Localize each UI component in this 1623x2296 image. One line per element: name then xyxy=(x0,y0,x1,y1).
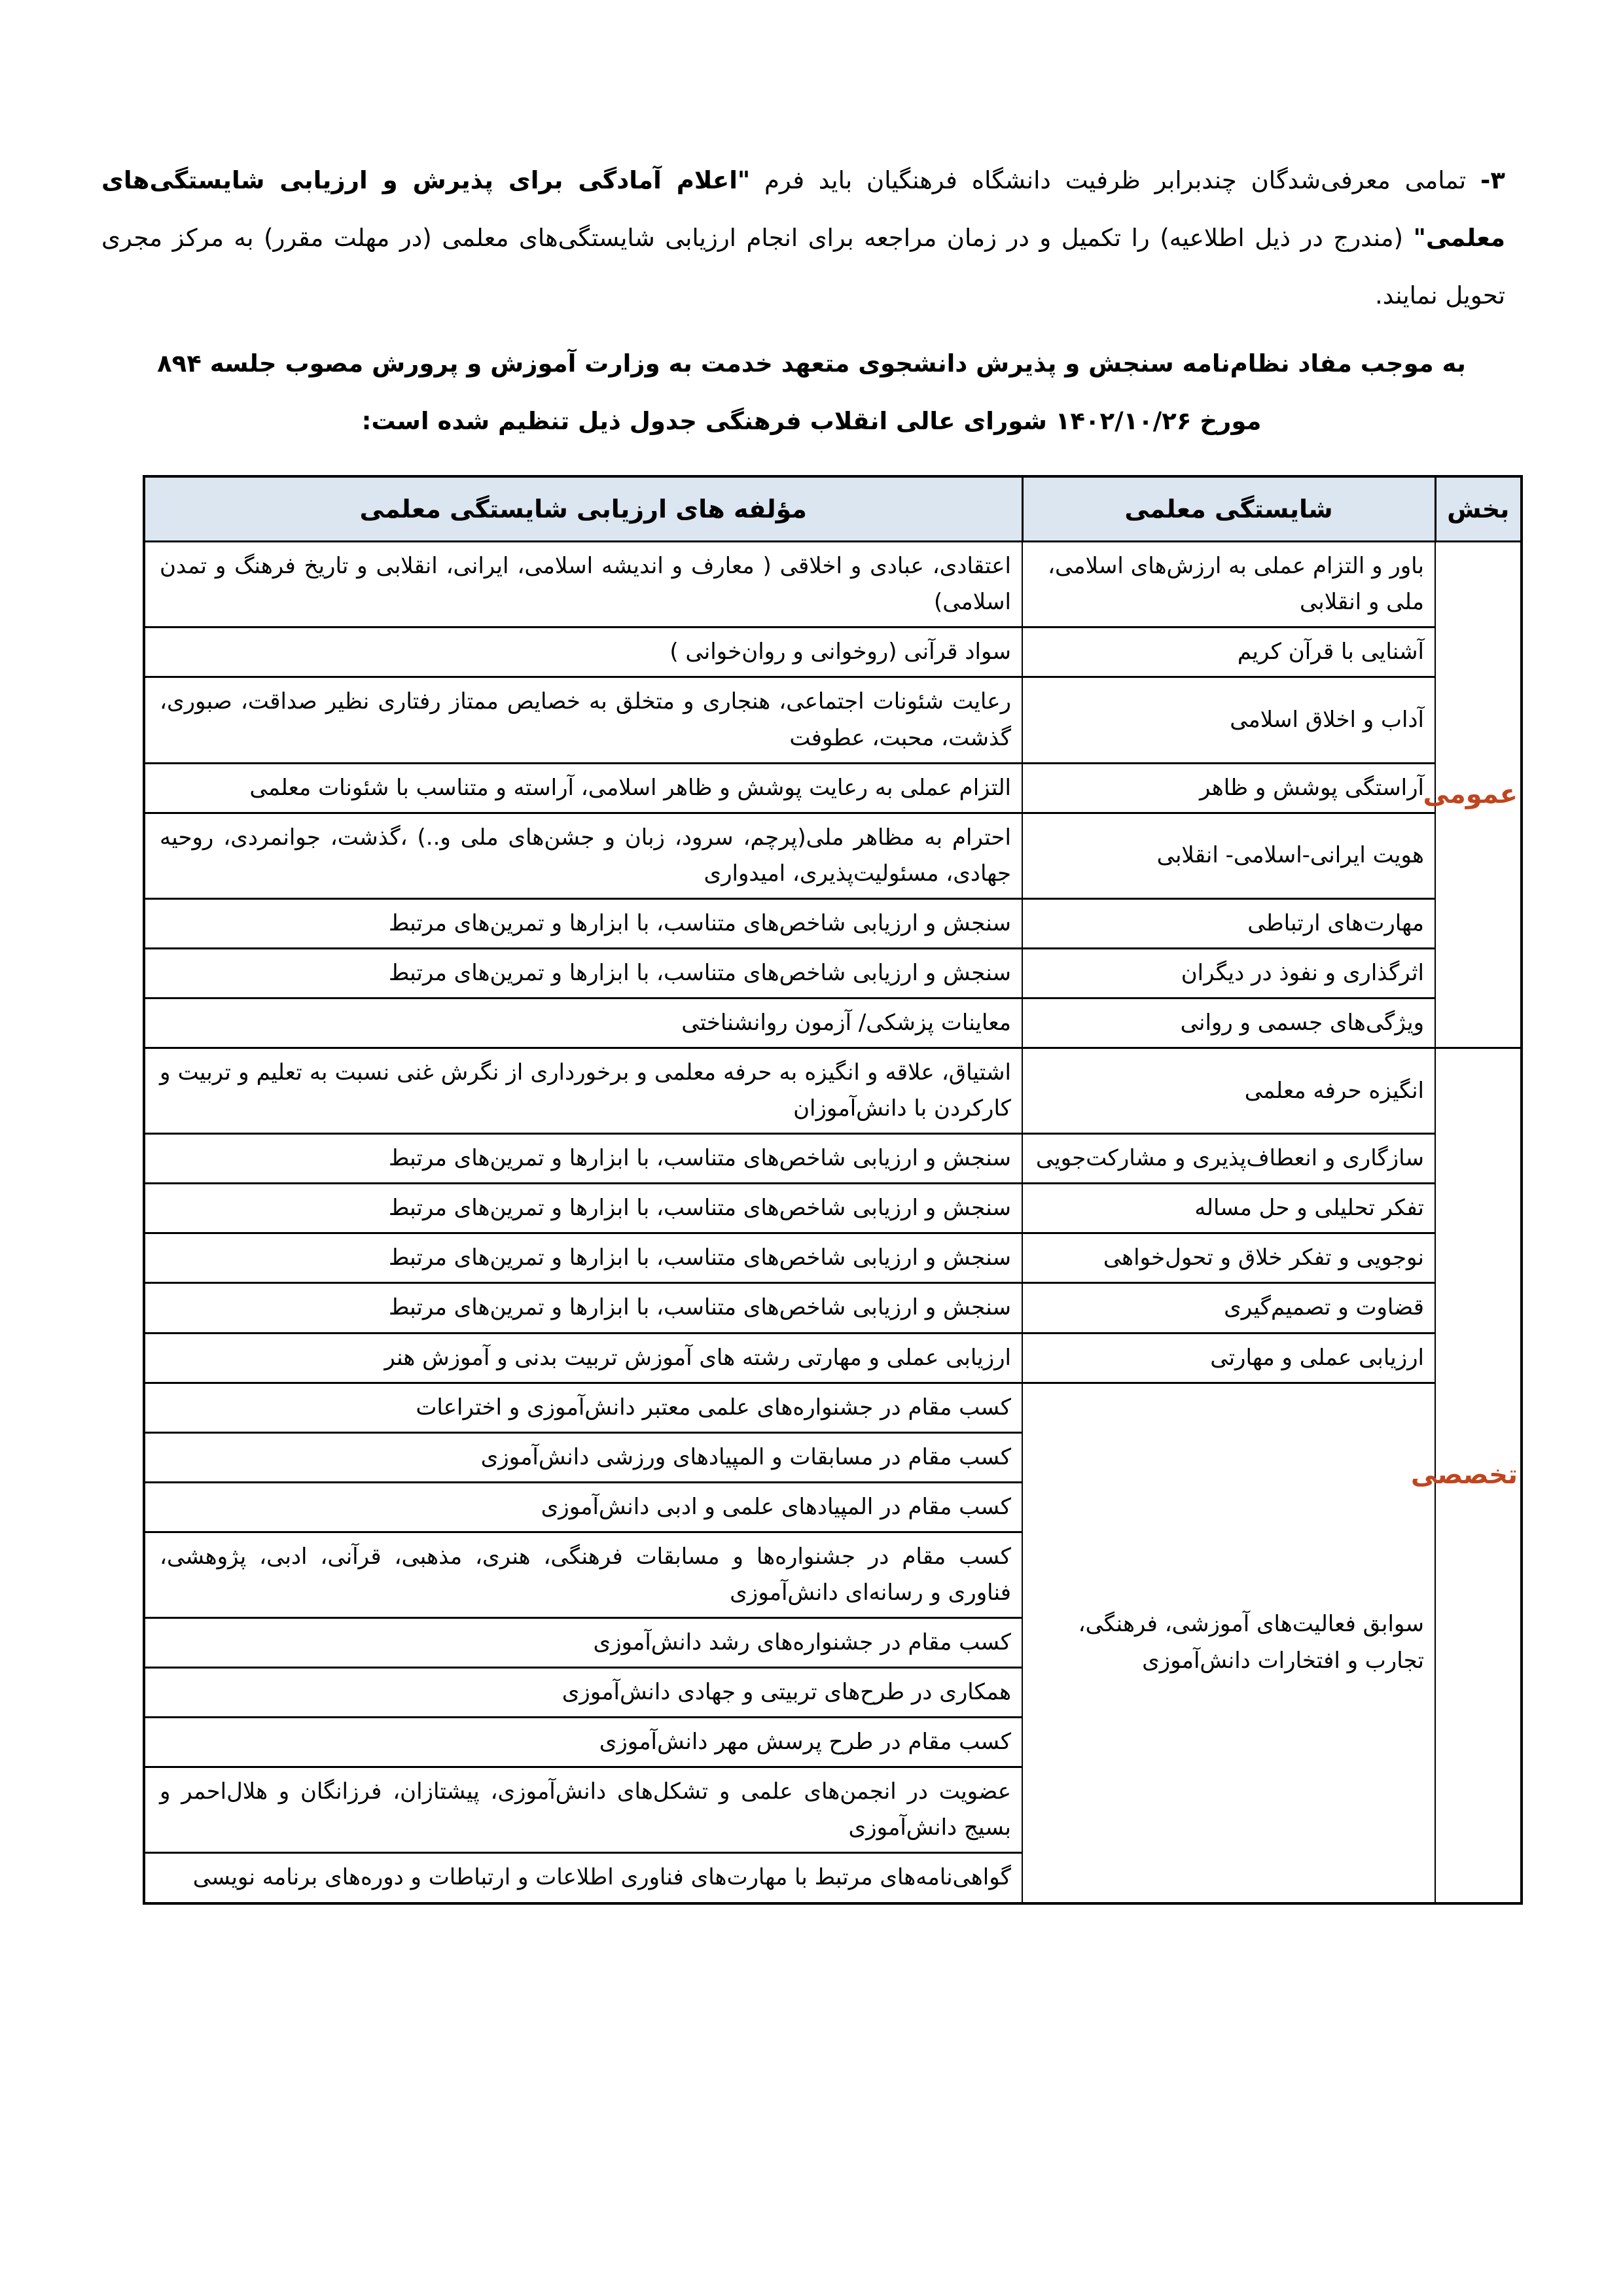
component-cell: سنجش و ارزیابی شاخص‌های متناسب، با ابزارها و تمرین‌های مرتبط xyxy=(144,1134,1022,1184)
table-row xyxy=(144,1383,1522,1432)
table-row xyxy=(144,1134,1522,1184)
component-cell: اعتقادی، عبادی و اخلاقی ( معارف و اندیشه اسلامی، ایرانی، انقلابی و تاریخ فرهنگ و تمدن اسلامی) xyxy=(144,542,1022,627)
competency-cell: نوجویی و تفکر خلاق و تحول‌خواهی xyxy=(1022,1233,1435,1283)
component-cell: همکاری در طرح‌های تربیتی و جهادی دانش‌آموزی xyxy=(144,1668,1022,1718)
regulation-paragraph: به موجب مفاد نظام‌نامه سنجش و پذیرش دانشجوی متعهد خدمت به وزارت آموزش و پرورش مصوب جلسه ۸۹۴ مورخ ۱۴۰۲/۱۰/۲۶ شورای عالی انقلاب فرهنگی جدول ذیل تنظیم شده است: xyxy=(157,349,1466,436)
component-cell: سنجش و ارزیابی شاخص‌های متناسب، با ابزارها و تمرین‌های مرتبط xyxy=(144,948,1022,998)
table-row xyxy=(144,627,1522,677)
component-cell: سنجش و ارزیابی شاخص‌های متناسب، با ابزارها و تمرین‌های مرتبط xyxy=(144,1283,1022,1333)
table-row xyxy=(144,813,1522,898)
table-row xyxy=(144,1233,1522,1283)
competency-table-body xyxy=(144,542,1522,1903)
component-cell: کسب مقام در جشنواره‌های علمی معتبر دانش‌آموزی و اختراعات xyxy=(144,1383,1022,1432)
paragraph-text-before: تمامی معرفی‌شدگان چندبرابر ظرفیت دانشگاه فرهنگیان باید فرم xyxy=(750,166,1481,194)
competency-cell: انگیزه حرفه معلمی xyxy=(1022,1048,1435,1134)
table-row xyxy=(144,677,1522,763)
header-competency: شایستگی معلمی xyxy=(1022,476,1435,542)
competency-cell: هویت ایرانی-اسلامی- انقلابی xyxy=(1022,813,1435,898)
component-cell: گواهی‌نامه‌های مرتبط با مهارت‌های فناوری اطلاعات و ارتباطات و دوره‌های برنامه نویسی xyxy=(144,1853,1022,1903)
competency-cell: آشنایی با قرآن کریم xyxy=(1022,627,1435,677)
component-cell: کسب مقام در طرح پرسش مهر دانش‌آموزی xyxy=(144,1718,1022,1767)
table-row xyxy=(144,1333,1522,1383)
competency-cell: ویژگی‌های جسمی و روانی xyxy=(1022,998,1435,1048)
component-cell: سنجش و ارزیابی شاخص‌های متناسب، با ابزارها و تمرین‌های مرتبط xyxy=(144,898,1022,948)
component-cell: احترام به مظاهر ملی(پرچم، سرود، زبان و جشن‌های ملی و..) ،گذشت، جوانمردی، روحیه جهادی، مسئولیت‌پذیری، امیدواری xyxy=(144,813,1022,898)
component-cell: ارزیابی عملی و مهارتی رشته های آموزش تربیت بدنی و آموزش هنر xyxy=(144,1333,1022,1383)
component-cell: معاینات پزشکی/ آزمون روانشناختی xyxy=(144,998,1022,1048)
competency-cell: آراستگی پوشش و ظاهر xyxy=(1022,763,1435,813)
component-cell: اشتیاق، علاقه و انگیزه به حرفه معلمی و برخورداری از نگرش غنی نسبت به تعلیم و تربیت و کارکردن با دانش‌آموزان xyxy=(144,1048,1022,1134)
document-content xyxy=(100,152,1523,1905)
competency-cell: قضاوت و تصمیم‌گیری xyxy=(1022,1283,1435,1333)
component-cell: کسب مقام در مسابقات و المپیادهای ورزشی دانش‌آموزی xyxy=(144,1432,1022,1482)
component-cell: سواد قرآنی (روخوانی و روان‌خوانی ) xyxy=(144,627,1022,677)
component-cell: سنجش و ارزیابی شاخص‌های متناسب، با ابزارها و تمرین‌های مرتبط xyxy=(144,1184,1022,1233)
component-cell: سنجش و ارزیابی شاخص‌های متناسب، با ابزارها و تمرین‌های مرتبط xyxy=(144,1233,1022,1283)
section-cell: تخصصی xyxy=(1435,1048,1522,1903)
component-cell: کسب مقام در جشنواره‌ها و مسابقات فرهنگی، هنری، مذهبی، قرآنی، ادبی، پژوهشی، فناوری و رسانه‌ای دانش‌آموزی xyxy=(144,1532,1022,1617)
competency-cell: سازگاری و انعطاف‌پذیری و مشارکت‌جویی xyxy=(1022,1134,1435,1184)
competency-cell: ارزیابی عملی و مهارتی xyxy=(1022,1333,1435,1383)
competency-cell: تفکر تحلیلی و حل مساله xyxy=(1022,1184,1435,1233)
paragraph-item-3 xyxy=(101,152,1505,325)
competency-cell: مهارت‌های ارتباطی xyxy=(1022,898,1435,948)
form-title-bold: "اعلام آمادگی برای پذیرش و ارزیابی شایستگی‌های معلمی" xyxy=(101,166,1505,253)
section-cell: عمومی xyxy=(1435,542,1522,1048)
table-row xyxy=(144,1184,1522,1233)
component-cell: عضویت در انجمن‌های علمی و تشکل‌های دانش‌آموزی، پیشتازان، فرزانگان و هلال‌احمر و بسیج دانش‌آموزی xyxy=(144,1767,1022,1853)
table-row xyxy=(144,948,1522,998)
header-components: مؤلفه های ارزیابی شایستگی معلمی xyxy=(144,476,1022,542)
table-row xyxy=(144,898,1522,948)
component-cell: التزام عملی به رعایت پوشش و ظاهر اسلامی، آراسته و متناسب با شئونات معلمی xyxy=(144,763,1022,813)
competency-table xyxy=(143,475,1523,1904)
table-row xyxy=(144,763,1522,813)
table-row xyxy=(144,542,1522,627)
table-row xyxy=(144,1048,1522,1134)
table-row xyxy=(144,998,1522,1048)
competency-cell: اثرگذاری و نفوذ در دیگران xyxy=(1022,948,1435,998)
component-cell: کسب مقام در المپیادهای علمی و ادبی دانش‌آموزی xyxy=(144,1482,1022,1532)
table-row xyxy=(144,1283,1522,1333)
component-cell: رعایت شئونات اجتماعی، هنجاری و متخلق به خصایص ممتاز رفتاری نظیر صداقت، صبوری، گذشت، محبت، عطوفت xyxy=(144,677,1022,763)
competency-cell: باور و التزام عملی به ارزش‌های اسلامی، ملی و انقلابی xyxy=(1022,542,1435,627)
competency-cell: آداب و اخلاق اسلامی xyxy=(1022,677,1435,763)
paragraph-number: ۳- xyxy=(1480,166,1505,194)
paragraph-text-after: (مندرج در ذیل اطلاعیه) را تکمیل و در زمان مراجعه برای انجام ارزیابی شایستگی‌های معلمی (در مهلت مقرر) به مرکز مجری تحویل نمایند. xyxy=(101,224,1505,310)
header-section: بخش xyxy=(1435,476,1522,542)
table-header xyxy=(144,476,1522,542)
component-cell: کسب مقام در جشنواره‌های رشد دانش‌آموزی xyxy=(144,1618,1022,1668)
competency-cell: سوابق فعالیت‌های آموزشی، فرهنگی، تجارب و افتخارات دانش‌آموزی xyxy=(1022,1383,1435,1903)
table-header-row xyxy=(144,476,1522,542)
